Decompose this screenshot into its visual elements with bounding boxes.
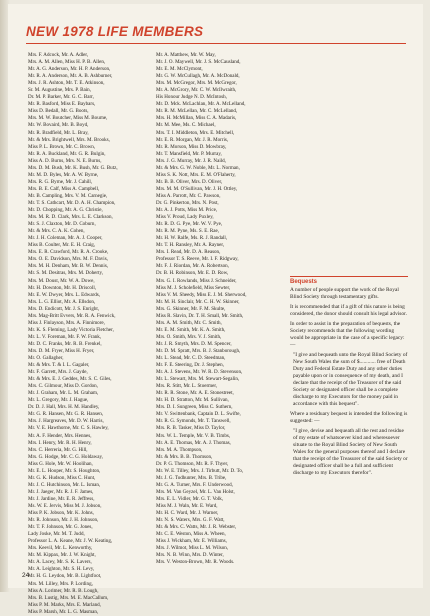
member-line: Mrs. N. B. Winn, Mrs. D. Winter, (156, 552, 224, 559)
member-line: Mrs. J. Hargreaves, Mr. D. W. Harris, (28, 418, 104, 425)
member-line: Miss J. Finlayson, Mrs. A. Finnimore, (28, 319, 105, 326)
member-line: Mrs. M. W. Boutcher, Miss M. Bourne, (28, 115, 108, 122)
member-line: Mr. F. J. Riordan, Mr. A. Robertson, (156, 263, 229, 270)
member-line: Mr. E. M. Smith, Mr. K. A. Smith, (156, 326, 226, 333)
member-line: Miss P. Marsh, Mr. L. G. Masman, (28, 608, 99, 615)
member-line: Mr. K. S. Fleming, Lady Victoria Fletcher, (28, 326, 114, 333)
member-line: Mrs. I. Henry, Mr. R. H. Henry, (28, 439, 92, 446)
member-line: Mr. & Mrs. E. J. Geddes, Mr. S. C. Giles, (28, 376, 112, 383)
member-line: Mr. L. Gregory, Mr. J. Hague, (28, 397, 89, 404)
bequests-rule (290, 276, 408, 277)
member-line: Mrs. M. A. Thompson, (156, 446, 203, 453)
member-line: Dr. B. H. Robinson, Mr. E. D. Row, (156, 270, 229, 277)
member-line: Mr. R. G. Symonds, Mr. T. Tanswell, (156, 418, 231, 425)
member-line: Miss P. M. Marks, Mrs. E. Marland, (28, 601, 101, 608)
member-line: Mrs. C. Herreria, Mr. G. Hill, (28, 446, 88, 453)
member-line: Mrs. M. R. D. Clark, Mrs. L. E. Clarkson, (28, 214, 113, 221)
member-line: Mr. R. Johnson, Mr. J. H. Johnson, (28, 517, 99, 524)
bequests-paragraph: "I give, devise and bequeath all the rest and residue of my estate of whatsoever kind and wheresoever situate to the Royal Blind Society of New South Wales for the general purposes thereof and I declare that the receipt of the Treasurer of the said Society or designated officer shall be a full and sufficient discharge to my Executors therefor". (293, 428, 408, 476)
member-line: Mr. R. M. McLellan, Mr. C. McLelland, (156, 108, 238, 115)
member-line: Dr. D. J. Hall, Mrs. H. M. Handley, (28, 404, 100, 411)
members-column-2 (156, 52, 284, 566)
member-line: Mr. E. R. Morgan, Mr. J. R. Morris, (156, 136, 229, 143)
bequests-paragraph: Where a residuary bequest is intended the following is suggested: — (290, 411, 408, 424)
member-line: Miss S. K. Nott, Mrs. E. M. O'Flaherty, (156, 171, 236, 178)
member-line: Miss A. Lorimer, Mr. R. B. Lough, (28, 587, 99, 594)
member-line: Miss V. M. Sheedy, Miss E. J. M. Sherwood, (156, 291, 247, 298)
member-line: Mr. T. S. Cathcart, Mr. D. A. H. Champion, (28, 199, 116, 206)
member-line: Mrs. D. Endicott, Mr. J. S. Enright, (28, 305, 100, 312)
member-line: Mr. W. E. Tilley, Mrs. J. Tirbutt, Mr. D. To, (156, 467, 244, 474)
member-line: Mr. J. H. Coleman, Mr. A. J. Cooper, (28, 235, 103, 242)
member-line: Dr. P. G. Thomson, Mr. R. F. Thyer, (156, 460, 229, 467)
member-line: Mr. A. Lacey, Mr. S. K. Lavers, (28, 559, 92, 566)
member-line: Mr. V. Swittenbank, Captain D. L. Swifte, (156, 411, 241, 418)
member-line: Mrs. G. I. Rowlands, Miss J. Schneider, (156, 277, 237, 284)
member-line: Mr. D. C. Franks, Mr. R. B. Frenkel, (28, 340, 102, 347)
member-line: Mr. A. J. Potts, Miss M. Price, (156, 207, 218, 214)
member-line: Mr. M. Kippax, Mr. J. W. Knight, (28, 552, 96, 559)
member-line: Miss J. Wickham, Mr. E. Williams, (156, 538, 227, 545)
member-line: Mrs. A. M. Smith, Mr. C. Smith, (156, 319, 222, 326)
member-line: Mr. R. A. Anderson, Mr. A. B. Ashburner, (28, 73, 113, 80)
member-line: Mrs. M. Lilley, Mrs. P. Lording, (28, 580, 93, 587)
member-line: Ms. W. E. Jervis, Miss M. J. Jobson, (28, 503, 102, 509)
member-line: Mr. M. Mee, Ms. C. Michael, (156, 122, 216, 129)
member-line: Mr. J. Graham, Mr. L. M. Graham, (28, 390, 99, 397)
member-line: Mr. J. C. Hutchinson, Mr. L. Isman, (28, 481, 101, 488)
member-line: Mr. T. F. Johnson, Mr. G. Jones, (28, 524, 93, 531)
member-line: Mr. R. M. Pyne, Ms. S. E. Rae, (156, 228, 219, 235)
member-line: Mrs. I. Read, Mr. D. A. Reason, (156, 249, 221, 256)
member-line: Mr. L. V. Foreman, Mr. F. W. Frank, (28, 333, 102, 340)
member-line: Dr. M. P. Barker, Mr. G. C. Barr, (28, 94, 94, 101)
member-line: Mr. & Mrs. B. B. Thomson, (156, 453, 213, 460)
member-line: Mr. H. D. Stratton, Mr. M. Sullivan, (156, 397, 229, 404)
member-line: Mrs. J. G. Murray, Mr. J. R. Naild, (156, 157, 226, 164)
bequests-paragraph: A number of people support the work of the Royal Blind Society through testamentary gifts. (290, 287, 399, 300)
member-line: Miss P. L. Brown, Mr. C. Brown, (28, 143, 96, 150)
bequests-paragraph: It is recommended that if a gift of this nature is being considered, the donor should consult his legal advisor. (290, 304, 407, 317)
member-line: Mrs. M. McGregor, Mrs. M. McGregor, (156, 80, 237, 87)
member-line: Mr. L. Stewart, Mrs. M. Stewart-Segalin, (156, 376, 240, 383)
member-line: Mr. J. R. Smyth, Mrs. D. M. Spencer, (156, 340, 232, 347)
member-line: Mrs. O. Smith, Mrs. V. J. Smith, (156, 333, 222, 340)
member-line: Miss B. Coulter, Mr. E. H. Craig, (28, 242, 96, 249)
member-line: Mrs. R. B. Tasker, Miss D. Taylor, (156, 425, 226, 432)
member-line: Mrs. J. Wilmot, Miss L. M. Wilson, (156, 545, 229, 552)
member-line: Mr. E. M. McClymont, (156, 66, 203, 73)
member-line: Mr. G. K. Hudson, Miss C. Hunt, (28, 474, 96, 481)
member-line: Mr. L. Stead, Mr. C. D. Steedman, (156, 355, 226, 362)
member-line: Mr. & Mrs. C. A. K. Cohen, (28, 228, 85, 235)
member-line: Mr. H. W. Ralfe, Ms. R. J. Randall, (156, 235, 228, 242)
member-line: Mr. A. Matthew, Mr. W. May, (156, 52, 216, 58)
member-line: Mr. A. Leighton, Mr. S. H. Levy, (28, 566, 95, 573)
member-line: Mrs. M. Doust, Mr. W. A. Dowe, (28, 277, 95, 284)
member-line: Mrs. H. McMillan, Miss C. A. Madaris, (156, 115, 237, 122)
member-line: Mrs. V. Weston-Brown, Mr. R. Woods. (156, 559, 235, 566)
member-line: Mr. W. Bovaird, Mr. B. Boyd, (28, 122, 89, 129)
bequests-title: Bequests (290, 279, 318, 285)
member-line: Mr. D. Chopping, Mr. A. G. Christie, (28, 207, 103, 214)
member-line: Mr. T. Mansfield, Mr. P. Murray, (156, 150, 222, 157)
member-line: Mr. C. E. Weston, Miss A. Wheen, (156, 531, 226, 538)
member-line: Mrs. E. L. Vidler, Mr. G. T. Volk, (156, 495, 224, 502)
member-line: Professor L. A. Keane, Mr. J. W. Keating, (28, 538, 113, 545)
member-line: Mr. D. M. Spratt, Mrs. B. J. Stanborough, (156, 347, 241, 354)
member-line: His Honour Judge N. D. McIntosh, (156, 94, 227, 101)
member-line: Mr. A. McGrory, Mr. C. W. McIlwraith, (156, 87, 237, 94)
member-line: Miss A. Parrott, Mr. C. Pawson, (156, 192, 221, 199)
member-line: Mrs. Mag-Britt Evvers, Mr. R. A. Fenwick, (28, 312, 116, 319)
member-line: Mrs. C. Gilmour, Miss D. Gordon, (28, 383, 98, 390)
member-line: Mr. A. F. Hender, Mrs. Hennes, (28, 432, 92, 439)
member-line: Mr. F. E. Steering, Dr. J. Stephen, (156, 362, 224, 369)
member-line: Mr. M. D. Byles, Mr. A. W. Byrne, (28, 171, 99, 178)
member-line: Mr. J. Jaeger, Mr. R. J. F. James, (28, 488, 94, 495)
member-line: Mrs. J. R. Ashton, Mr. T. E. Atkinson, (28, 80, 105, 87)
member-line: Mr. J. O. Maywell, Mr. J. S. McCausland, (156, 59, 241, 66)
member-line: Mr. A. J. Stevens, Mr. W. R. D. Stevenson, (156, 369, 243, 376)
member-line: Mr. V. E. Hawthorne, Mr. C. S. Hawley, (28, 425, 109, 432)
member-line: Mr. O. Gallagher, (28, 355, 64, 362)
member-line: Mr. R. Bradfield, Mr. L. Bray, (28, 129, 89, 136)
member-line: Sr. M. Augustine, Mrs. P. Bain, (28, 87, 91, 94)
member-line: Mr. D. Mck. McLachlan, Mr. A. McLelland, (156, 101, 246, 108)
member-line: Mr. R. D. G. Pye, Mr. W. V. Pye, (156, 221, 223, 228)
members-column-1 (28, 52, 153, 616)
member-line: Mr. & Mrs. T. & I. L. Gagaler, (28, 362, 90, 369)
member-line: Mr. & Mrs. G. W. Noble, Mr. L. Norman, (156, 164, 240, 171)
member-line: Mr. R. A. Buckland, Mr. G. R. Bulgin, (28, 150, 106, 157)
member-line: Mr. & Mrs. Brightwell, Mrs. M. Brooks, (28, 136, 110, 143)
page-number: 24 (22, 572, 30, 579)
member-line: Miss G. Hole, Mr. W. Hoolihan, (28, 460, 93, 467)
member-line: Mr. N. S. Waters, Mrs. G. F. Watt, (156, 517, 225, 524)
heading-rule (26, 43, 406, 44)
member-line: Mr. M. H. Sinclair, Mr. C. H. W. Skinner, (156, 298, 240, 305)
member-line: Dr. G. Pinkerton, Mrs. N. Post, (156, 199, 219, 206)
member-line: Mr. J. Jardine, Mr. E. R. Jeffress, (28, 495, 95, 502)
member-line: Mr. G. W. McCullagh, Mr. A. McDonald, (156, 73, 240, 80)
member-line: Mrs. R. Stitt, Mr. L. Stoermer, (156, 383, 218, 390)
member-line: Mrs. A. M. Allen, Miss H. P. B. Allen, (28, 59, 106, 66)
member-line: Mrs. M. M. O'Sullivan, Mr. J. H. Ottley, (156, 185, 238, 192)
member-line: Mrs. T. I. Middleton, Mrs. E. Mitchell, (156, 129, 235, 136)
member-line: Mrs. O. E. Davidson, Mrs. M. F. Davis, (28, 256, 108, 263)
member-line: Professor T. S. Reeve, Mr. I. F. Ridgway, (156, 256, 239, 263)
member-line: Miss M. J. Waln, Mr. E. Ward, (156, 503, 218, 509)
member-line: Mrs. B. E. Calf, Miss A. Campbell, (28, 185, 100, 192)
member-line: Miss V. Proud, Lady Puxley, (156, 214, 214, 221)
member-line: Mrs. R. G. Byrne, Mr. J. Cahill, (28, 178, 93, 185)
member-line: Mrs. L. G. Elliot, Mr. A. Ellsdon, (28, 298, 96, 305)
member-line: Mrs. E. R. Crawford, Mr. R. A. Crooke, (28, 249, 109, 256)
member-line: Mr. E. L. Hooper, Mr. S. Houghton, (28, 467, 101, 474)
member-line: Mr. S. J. Claxton, Mr. D. Coburn, (28, 221, 96, 228)
bequests-text (290, 287, 408, 477)
member-line: Mr. H. G. Leydon, Mr. B. Lightfoot, (28, 573, 102, 580)
member-line: Miss M. J. Scholefield, Miss Sewter, (156, 284, 231, 291)
bequests-paragraph: In order to assist in the preparation of bequests, the Society recommends that the following wording would be appropriate in the case of a specific legacy: — (290, 321, 405, 348)
member-line: Mrs. G. Skinner, Mr. F. M. Skulte, (156, 305, 226, 312)
member-line: Mr. H. Downton, Mr. H. Driscoll, (28, 284, 96, 291)
member-line: Mr. B. Campling, Mrs. V. M. Carnegie, (28, 192, 108, 199)
member-line: Mr. T. H. Ransley, Mr. A. Rayner, (156, 242, 225, 249)
member-line: Mrs. W. L. Temple, Mr. V. B. Timbs, (156, 432, 231, 439)
member-line: Miss D. Bedall, Mr. G. Boots, (28, 108, 89, 115)
bequests-paragraph: "I give and bequeath unto the Royal Blind Society of New South Wales the sum of $............ free of Death Duty and Federal Estate Duty and any other duties payable upon or in consequence of my death, and I declare that the receipt of the Treasurer of the said Society or designated officer shall be a complete discharge to my Executors for the money paid in accordance with this bequest". (293, 352, 408, 407)
member-line: Mr. R. Morson, Miss D. Mowbray, (156, 143, 227, 150)
page-heading: NEW 1978 LIFE MEMBERS (26, 24, 204, 39)
member-line: Mrs. F. Adcock, Mr. A. Adler, (28, 52, 89, 58)
member-line: Miss A. D. Burns, Mrs. N. E. Burns, (28, 157, 102, 164)
member-line: Mr. S. M. Desitras, Mrs. M. Doherty, (28, 270, 103, 277)
member-line: Mrs. M. Van Geyzel, Mr. L. Van Holst, (156, 488, 235, 495)
member-line: Mr. R. Basford, Miss E. Baybars, (28, 101, 96, 108)
bequests-box (290, 276, 408, 480)
member-line: Mr. & Mrs. C. Watts, Mr. J. R. Webster, (156, 524, 237, 531)
member-line: Miss R. Slavin, Dr. T. H. Small, Mr. Smith, (156, 312, 244, 319)
member-line: Mrs. B. Lustig, Mrs. M. E. MacCallum, (28, 594, 109, 601)
member-line: Mr. G. R. Hansen, Mr. G. R. Hansen, (28, 411, 103, 418)
member-line: Mrs. D. M. Bush, Mr. K. Bush, Mr. G. Butz, (28, 164, 118, 171)
member-line: Mrs. D. I. Sungreen, Miss C. Suthern, (156, 404, 233, 411)
member-line: Mr. J. G. Todhunter, Mrs. B. Tribe, (156, 474, 227, 481)
member-line: Mrs. Keevil, Mr. L. Kenworthy, (28, 545, 93, 552)
member-line: Mr. A. G. Anderson, Mr. H. P. Anderson, (28, 66, 111, 73)
member-line: Mr. F. Garrett, Mrs. J. Gayde, (28, 369, 88, 376)
member-line: Miss P. K. Jobson, Mr. K. Johns, (28, 510, 94, 517)
member-line: Mr. E. W. Dwyer, Mrs. L. Edwards, (28, 291, 100, 298)
member-line: Mrs. G. Hodge, Mr. C. G. Holdaway, (28, 453, 103, 460)
member-line: Lady Joske, Mr. M. T. Judd, (28, 531, 85, 538)
member-line: Mrs. D. M. Fryer, Miss H. Fryer, (28, 347, 95, 354)
member-line: Mr. G. A. Turner, Mrs. F. Underwood, (156, 481, 233, 488)
member-line: Mrs. M. H. Denham, Mr. B. W. Dennis, (28, 263, 109, 270)
member-line: Mr. A. E. Thomas, Mr. A. J. Thomas, (156, 439, 231, 446)
member-line: Mr. B. B. Oliver, Mrs. D. Oliver, (156, 178, 223, 185)
member-line: Mr. H. C. Ward, Mr. J. Warner, (156, 510, 219, 517)
member-line: Mr. R. R. Stone, Mr. A. E. Stonestreet, (156, 390, 234, 397)
